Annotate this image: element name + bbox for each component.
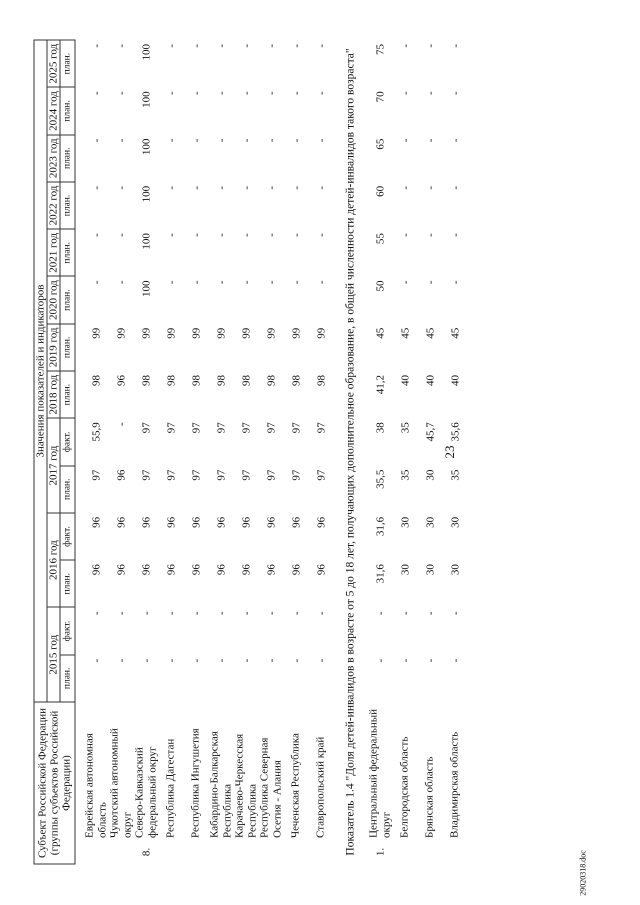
value-cell: - <box>424 611 436 616</box>
plan-fact-header: план. <box>60 87 75 134</box>
value-cell: - <box>240 611 252 616</box>
value-cell: - <box>315 91 327 95</box>
value-cell: 97 <box>165 422 177 434</box>
value-cell: 35,5 <box>374 469 386 489</box>
value-cell: - <box>449 611 461 616</box>
row-number <box>259 840 284 864</box>
value-cell: - <box>215 185 227 190</box>
value-cell: - <box>215 91 227 95</box>
value-cell: - <box>265 138 277 143</box>
value-cell: - <box>315 44 327 48</box>
value-cell: 96 <box>115 375 127 387</box>
value-cell: 45,7 <box>424 422 436 442</box>
value-cell: 40 <box>424 375 436 387</box>
rotated-table-page <box>34 40 609 865</box>
value-cell: 100 <box>140 138 152 156</box>
value-cell: 96 <box>90 564 102 576</box>
value-cell: - <box>424 185 436 190</box>
value-cell: - <box>399 611 411 616</box>
value-cell: - <box>90 233 102 237</box>
value-cell: 99 <box>190 327 202 339</box>
value-cell: - <box>315 185 327 190</box>
value-cell: - <box>165 280 177 285</box>
value-cell: - <box>399 91 411 95</box>
value-cell: - <box>215 280 227 285</box>
table-row <box>234 40 259 864</box>
region-name: Республика Северная Осетия - Алания <box>258 737 283 838</box>
value-cell: 97 <box>240 469 252 481</box>
value-cell: - <box>424 138 436 143</box>
value-cell: 99 <box>115 327 127 339</box>
value-cell: 97 <box>215 469 227 481</box>
value-cell: 41,2 <box>374 375 386 395</box>
value-cell: - <box>115 44 127 48</box>
value-cell: - <box>399 280 411 285</box>
value-cell: 30 <box>424 516 436 528</box>
value-cell: - <box>190 280 202 285</box>
table-row <box>159 40 184 864</box>
value-cell: 45 <box>449 327 461 339</box>
value-cell: - <box>374 658 386 663</box>
page-number: 23 <box>442 445 457 459</box>
year-header: 2016 год <box>47 513 60 608</box>
value-cell: - <box>165 658 177 663</box>
value-cell: - <box>424 44 436 48</box>
value-cell: - <box>240 138 252 143</box>
value-cell: 96 <box>165 516 177 528</box>
value-cell: 97 <box>315 469 327 481</box>
value-cell: - <box>240 658 252 663</box>
region-name: Республика Ингушетия <box>189 728 202 838</box>
value-cell: 99 <box>90 327 102 339</box>
region-name: Республика Дагестан <box>164 738 177 838</box>
value-cell: 100 <box>140 280 152 297</box>
value-cell: - <box>265 280 277 285</box>
value-cell: - <box>399 138 411 143</box>
value-cell: 96 <box>115 516 127 528</box>
value-cell: 96 <box>315 516 327 528</box>
value-cell: - <box>215 658 227 663</box>
region-name: Северо-Кавказский федеральный округ <box>133 746 158 838</box>
value-cell: 99 <box>165 327 177 339</box>
plan-fact-header: план. <box>60 135 75 182</box>
value-cell: 75 <box>374 44 386 55</box>
value-cell: 99 <box>140 327 152 339</box>
value-cell: - <box>290 91 302 95</box>
plan-fact-header: план. <box>60 276 75 323</box>
year-header: 2025 год <box>47 40 60 87</box>
value-cell: 45 <box>399 327 411 339</box>
values-group-header: Значения показателей и индикаторов <box>34 40 47 702</box>
value-cell: - <box>449 233 461 237</box>
table-row <box>134 40 159 864</box>
value-cell: - <box>190 44 202 48</box>
value-cell: - <box>449 658 461 663</box>
value-cell: - <box>165 233 177 237</box>
value-cell: - <box>290 658 302 663</box>
region-name: Владимирская область <box>448 731 461 838</box>
year-header: 2015 год <box>47 607 60 702</box>
plan-fact-header: факт. <box>60 607 75 654</box>
subject-header: Субъект Российской Федерации (группы субъектов Российской Федерации) <box>34 702 75 864</box>
table-row <box>393 40 418 864</box>
value-cell: 55,9 <box>90 422 102 442</box>
value-cell: - <box>165 44 177 48</box>
value-cell: - <box>90 658 102 663</box>
value-cell: - <box>315 658 327 663</box>
value-cell: 97 <box>140 469 152 481</box>
value-cell: 97 <box>290 422 302 434</box>
value-cell: - <box>115 233 127 237</box>
value-cell: - <box>190 138 202 143</box>
row-number <box>209 840 234 864</box>
row-number <box>234 840 259 864</box>
value-cell: 38 <box>374 422 386 434</box>
table-row <box>443 40 468 864</box>
year-header: 2023 год <box>47 135 60 182</box>
value-cell: - <box>265 658 277 663</box>
plan-fact-header: факт. <box>60 418 75 465</box>
value-cell: 100 <box>140 91 152 108</box>
table-row <box>368 40 393 864</box>
value-cell: 96 <box>290 564 302 576</box>
value-cell: - <box>265 611 277 616</box>
value-cell: - <box>190 658 202 663</box>
value-cell: - <box>449 280 461 285</box>
value-cell: - <box>190 91 202 95</box>
value-cell: 30 <box>424 564 436 576</box>
value-cell: 99 <box>315 327 327 339</box>
value-cell: - <box>240 185 252 190</box>
value-cell: - <box>265 233 277 237</box>
row-number <box>284 840 309 864</box>
value-cell: 30 <box>449 564 461 576</box>
value-cell: - <box>265 44 277 48</box>
year-header: 2019 год <box>47 324 60 371</box>
value-cell: - <box>215 611 227 616</box>
value-cell: 100 <box>140 44 152 61</box>
indicator-section-title: Показатель 1.4 "Доля детей-инвалидов в возрасте от 5 до 18 лет, получающих дополнительное образование, в общей численности детей-инвалидов такого возраста" <box>344 48 356 856</box>
value-cell: 30 <box>399 564 411 576</box>
value-cell: 98 <box>90 375 102 387</box>
value-cell: - <box>115 91 127 95</box>
row-number <box>84 840 109 864</box>
row-number <box>443 840 468 864</box>
value-cell: - <box>399 658 411 663</box>
value-cell: - <box>315 233 327 237</box>
value-cell: - <box>90 91 102 95</box>
table-row <box>418 40 443 864</box>
value-cell: 97 <box>190 422 202 434</box>
value-cell: - <box>215 44 227 48</box>
table-row <box>184 40 209 864</box>
value-cell: - <box>240 280 252 285</box>
value-cell: - <box>399 233 411 237</box>
region-name: Еврейская автономная область <box>83 733 108 838</box>
year-header: 2018 год <box>47 371 60 418</box>
value-cell: - <box>424 280 436 285</box>
value-cell: 100 <box>140 233 152 250</box>
region-name: Центральный федеральный округ <box>367 708 392 838</box>
value-cell: - <box>140 611 152 616</box>
value-cell: 35 <box>449 469 461 481</box>
region-name: Чеченская Республика <box>289 733 302 838</box>
value-cell: - <box>240 91 252 95</box>
table-row <box>259 40 284 864</box>
value-cell: - <box>115 611 127 616</box>
value-cell: - <box>165 138 177 143</box>
table-row <box>209 40 234 864</box>
value-cell: - <box>290 611 302 616</box>
value-cell: 99 <box>240 327 252 339</box>
table-row <box>84 40 109 864</box>
value-cell: 96 <box>140 516 152 528</box>
value-cell: 40 <box>399 375 411 387</box>
value-cell: 30 <box>399 516 411 528</box>
value-cell: - <box>90 44 102 48</box>
value-cell: 96 <box>265 516 277 528</box>
value-cell: 30 <box>424 469 436 481</box>
value-cell: - <box>449 44 461 48</box>
value-cell: 98 <box>240 375 252 387</box>
value-cell: - <box>215 138 227 143</box>
table-row <box>309 40 334 864</box>
value-cell: - <box>424 91 436 95</box>
value-cell: - <box>265 91 277 95</box>
footer-file-name: 29020318.doc <box>578 850 588 896</box>
value-cell: - <box>115 280 127 285</box>
value-cell: 96 <box>90 516 102 528</box>
plan-fact-header: план. <box>60 229 75 276</box>
value-cell: 97 <box>90 469 102 481</box>
year-header: 2021 год <box>47 229 60 276</box>
value-cell: - <box>290 185 302 190</box>
value-cell: 40 <box>449 375 461 387</box>
value-cell: - <box>449 91 461 95</box>
value-cell: 55 <box>374 233 386 245</box>
value-cell: - <box>315 611 327 616</box>
value-cell: - <box>290 233 302 237</box>
value-cell: - <box>315 138 327 143</box>
year-header: 2020 год <box>47 276 60 323</box>
value-cell: - <box>90 280 102 285</box>
value-cell: 65 <box>374 138 386 150</box>
row-number: 8. <box>140 847 152 857</box>
value-cell: 96 <box>115 564 127 576</box>
table-row <box>109 40 134 864</box>
value-cell: - <box>215 233 227 237</box>
value-cell: - <box>165 185 177 190</box>
row-number <box>159 840 184 864</box>
value-cell: 96 <box>165 564 177 576</box>
value-cell: - <box>424 233 436 237</box>
region-name: Белгородская область <box>398 736 411 838</box>
value-cell: - <box>165 91 177 95</box>
value-cell: 97 <box>265 469 277 481</box>
value-cell: 98 <box>290 375 302 387</box>
value-cell: 96 <box>265 564 277 576</box>
value-cell: - <box>290 280 302 285</box>
row-number <box>418 840 443 864</box>
value-cell: 98 <box>315 375 327 387</box>
value-cell: 31,6 <box>374 564 386 584</box>
value-cell: - <box>140 658 152 663</box>
region-name: Карачаево-Черкесская Республика <box>233 733 258 838</box>
value-cell: 96 <box>240 564 252 576</box>
value-cell: 96 <box>240 516 252 528</box>
value-cell: - <box>240 44 252 48</box>
value-cell: - <box>115 422 127 426</box>
indicators-table <box>34 40 468 865</box>
table-header <box>34 40 75 864</box>
value-cell: 96 <box>215 516 227 528</box>
region-name: Ставропольский край <box>314 736 327 838</box>
value-cell: 97 <box>265 422 277 434</box>
row-number <box>109 840 134 864</box>
value-cell: 96 <box>190 516 202 528</box>
value-cell: - <box>374 611 386 616</box>
region-name: Чукотский автономный округ <box>108 728 133 838</box>
year-header: 2022 год <box>47 182 60 229</box>
value-cell: 97 <box>165 469 177 481</box>
value-cell: 96 <box>215 564 227 576</box>
value-cell: 96 <box>190 564 202 576</box>
value-cell: - <box>399 185 411 190</box>
value-cell: - <box>290 44 302 48</box>
plan-fact-header: план. <box>60 40 75 87</box>
value-cell: - <box>240 233 252 237</box>
row-number <box>309 840 334 864</box>
value-cell: - <box>165 611 177 616</box>
value-cell: 97 <box>140 422 152 434</box>
value-cell: 97 <box>315 422 327 434</box>
value-cell: 96 <box>290 516 302 528</box>
value-cell: 98 <box>190 375 202 387</box>
value-cell: 60 <box>374 185 386 197</box>
value-cell: 96 <box>315 564 327 576</box>
value-cell: 99 <box>215 327 227 339</box>
year-header: 2017 год <box>47 418 60 513</box>
value-cell: - <box>449 185 461 190</box>
value-cell: 30 <box>449 516 461 528</box>
value-cell: 97 <box>190 469 202 481</box>
value-cell: 96 <box>115 469 127 481</box>
region-name: Кабардино-Балкарская Республика <box>208 731 233 838</box>
value-cell: 99 <box>265 327 277 339</box>
row-number <box>393 840 418 864</box>
value-cell: - <box>115 658 127 663</box>
value-cell: 31,6 <box>374 516 386 537</box>
value-cell: 98 <box>165 375 177 387</box>
value-cell: 98 <box>140 375 152 387</box>
table-body <box>75 40 468 864</box>
value-cell: - <box>190 611 202 616</box>
value-cell: 98 <box>265 375 277 387</box>
value-cell: 50 <box>374 280 386 292</box>
row-number: 1. <box>374 847 386 857</box>
value-cell: - <box>265 185 277 190</box>
table-row <box>284 40 309 864</box>
value-cell: - <box>90 185 102 190</box>
value-cell: 99 <box>290 327 302 339</box>
plan-fact-header: план. <box>60 466 75 513</box>
value-cell: - <box>190 233 202 237</box>
plan-fact-header: план. <box>60 371 75 418</box>
region-name: Брянская область <box>423 756 436 838</box>
value-cell: 98 <box>215 375 227 387</box>
plan-fact-header: план. <box>60 324 75 371</box>
value-cell: - <box>315 280 327 285</box>
value-cell: 35,6 <box>449 422 461 442</box>
value-cell: 35 <box>399 469 411 481</box>
row-number <box>184 840 209 864</box>
value-cell: - <box>399 44 411 48</box>
value-cell: - <box>115 185 127 190</box>
value-cell: - <box>190 185 202 190</box>
value-cell: - <box>115 138 127 143</box>
plan-fact-header: план. <box>60 655 75 702</box>
value-cell: 97 <box>240 422 252 434</box>
value-cell: 45 <box>374 327 386 339</box>
value-cell: - <box>290 138 302 143</box>
plan-fact-header: план. <box>60 560 75 607</box>
value-cell: 96 <box>140 564 152 576</box>
value-cell: 70 <box>374 91 386 103</box>
value-cell: 100 <box>140 185 152 203</box>
plan-fact-header: факт. <box>60 513 75 560</box>
plan-fact-header: план. <box>60 182 75 229</box>
value-cell: 97 <box>290 469 302 481</box>
value-cell: 45 <box>424 327 436 339</box>
value-cell: - <box>90 138 102 143</box>
value-cell: - <box>449 138 461 143</box>
value-cell: - <box>90 611 102 616</box>
year-header: 2024 год <box>47 87 60 134</box>
value-cell: 97 <box>215 422 227 434</box>
value-cell: - <box>424 658 436 663</box>
value-cell: 35 <box>399 422 411 434</box>
